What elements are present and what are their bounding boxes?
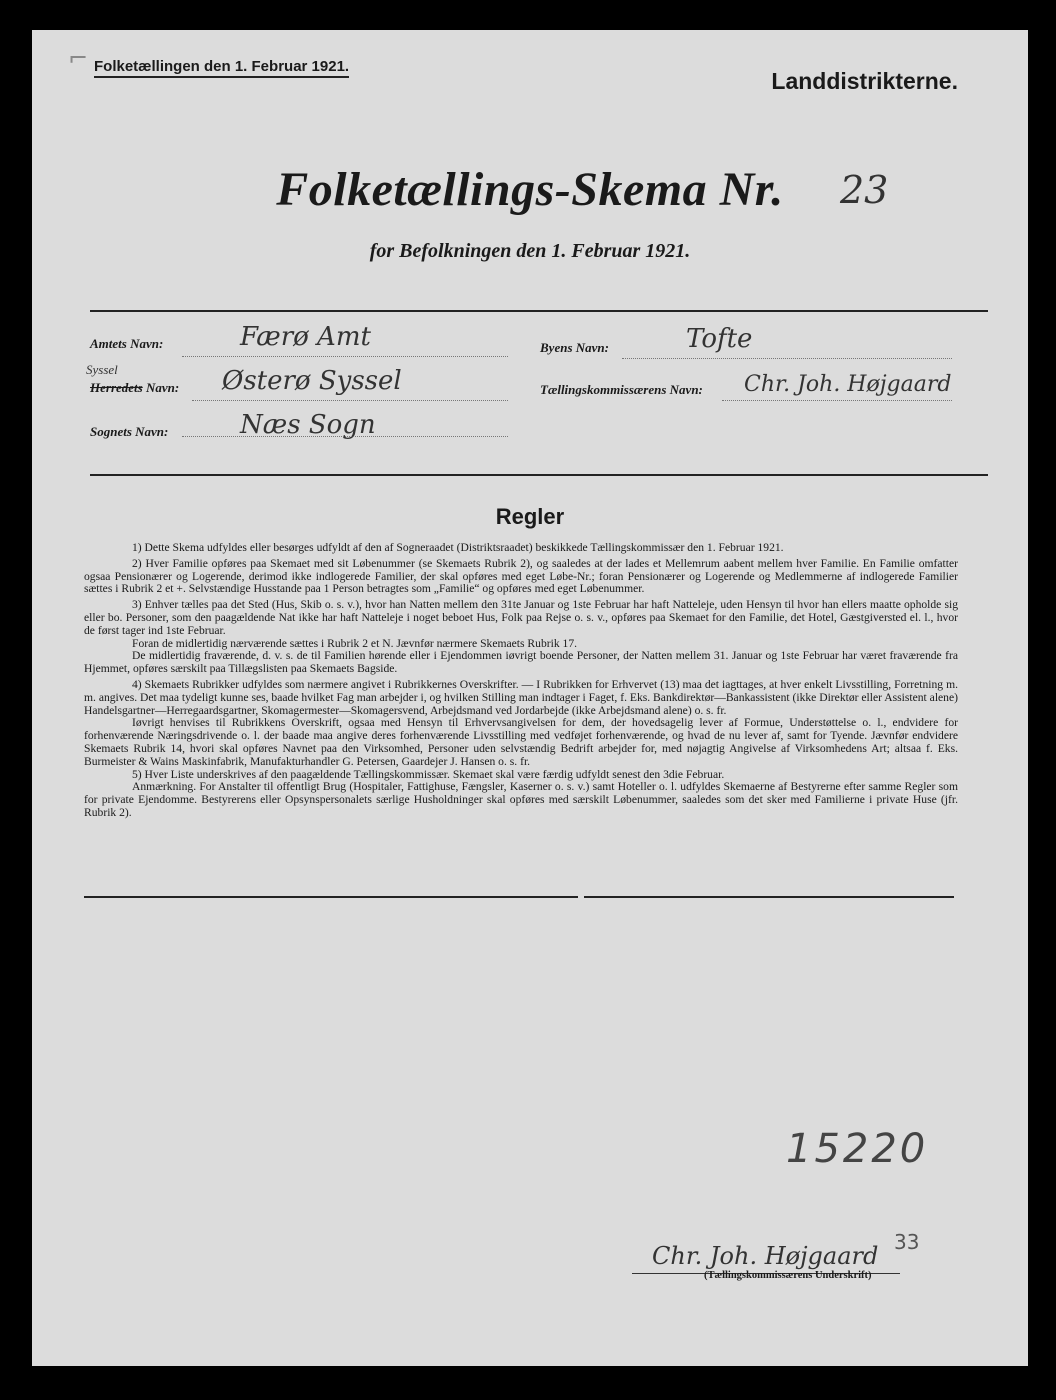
herred-value: Østerø Syssel	[222, 366, 402, 396]
rules-text	[84, 542, 958, 820]
herred-label	[90, 380, 179, 396]
by-label: Byens Navn:	[540, 340, 609, 355]
divider-middle	[90, 474, 988, 476]
divider-bottom-left	[84, 896, 578, 898]
rule-paragraph: De midlertidig fraværende, d. v. s. de til Familien hørende eller i Ejendommen iøvrigt boende Personer, der Natten mellem 31. Januar og 1ste Februar har været fraværende fra Hjemmet, opføres særskilt paa Tillægslisten paa Skemaets Bagside.	[84, 649, 958, 676]
kommissaer-line	[722, 400, 952, 401]
rule-paragraph: Iøvrigt henvises til Rubrikkens Overskrift, ogsaa med Hensyn til Erhvervsangivelsen for dem, der hovedsagelig lever af Formue, Understøttelse o. l., endvidere for forhenværende Næringsdrivende o. l. der baade maa angive deres forhenværende Livsstilling med vedføjet forhenværende, og hvad de nu lever af, samt for Tyende. Jævnfør endvidere Skemaets Rubrik 14, hvori skal opføres Navnet paa den Virksomhed, Personer uden selvstændig Bedrift arbejder for, med nøjagtig Angivelse af Virksomhedens Art; altsaa f. Eks. Burmeister & Wains Maskinfabrik, Manufakturhandler G. Petersen, Gaardejer J. Hansen o. s. fr.	[84, 716, 958, 768]
form-title: Folketællings-Skema Nr.	[276, 163, 784, 216]
form-number-handwritten: 23	[840, 168, 889, 212]
regler-heading: Regler	[495, 504, 565, 529]
rule-paragraph: Foran de midlertidig nærværende sættes i Rubrik 2 et N. Jævnfør nærmere Skemaets Rubrik 17.	[132, 636, 578, 650]
by-line	[622, 358, 952, 359]
sogn-line	[182, 436, 508, 437]
amt-line	[182, 356, 508, 357]
rule-paragraph: Anmærkning. For Anstalter til offentligt Brug (Hospitaler, Fattighuse, Fængsler, Kaserner o. s. v.) samt Hoteller o. l. udfyldes Skemaerne af Bestyrerne efter samme Regler som for private Ejendomme. Bestyrerens eller Opsynspersonalets særlige Husholdninger skal opføres med særskilt Løbenummer, saaledes som det sker med Familierne i private Huse (jfr. Rubrik 2).	[84, 780, 958, 819]
sogn-value: Næs Sogn	[240, 410, 376, 440]
herred-prefix-handwritten: Syssel	[86, 362, 118, 377]
rule-paragraph: 1) Dette Skema udfyldes eller besørges udfyldt af den af Sogneraadet (Distriktsraadet) beskikkede Tællingskommissær den 1. Februar 1921.	[132, 541, 784, 554]
herred-line	[192, 400, 508, 401]
sogn-label: Sognets Navn:	[90, 424, 169, 439]
amt-value: Færø Amt	[240, 322, 371, 352]
kommissaer-value: Chr. Joh. Højgaard	[744, 372, 952, 397]
archive-number-handwritten: 15220	[786, 1126, 929, 1172]
divider-top	[90, 310, 988, 312]
rule-paragraph: 3) Enhver tælles paa det Sted (Hus, Skib o. s. v.), hvor han Natten mellem den 31te Januar og 1ste Februar har haft Natteleje, uden Hensyn til hvor han ellers maatte opholde sig eller bo. Personer, som den paagældende Nat ikke har haft Natteleje i noget beboet Hus, Folk paa Rejse o. s. v., opføres paa Skemaet for den Familie, det Hotel, Gæstgiversted el. l., hvor de først tager ind 1ste Februar.	[84, 598, 958, 637]
rule-paragraph: 4) Skemaets Rubrikker udfyldes som nærmere angivet i Rubrikkernes Overskrifter. — I Rubrikken for Erhvervet (13) maa det iagttages, at hver enkelt Livsstilling, Forretning m. m. angives. Det maa tydeligt kunne ses, baade hvilket Fag man arbejder i, og hvilken Stilling man indtager i Faget, f. Eks. Bankdirektør—Bankassistent (ikke Direktør eller Assistent alene) Handelsgartner—Herregaardsgartner, Skomagermester—Skomagersvend, Arbejdsmand ved Jordarbejde (ikke Arbejdsmand alene) o. s. fr.	[84, 677, 958, 717]
by-value: Tofte	[686, 324, 753, 354]
signature-caption: (Tællingskommissærens Underskrift)	[704, 1270, 872, 1281]
pencil-mark: ⌐	[68, 44, 89, 72]
rule-paragraph: 5) Hver Liste underskrives af den paagældende Tællingskommissær. Skemaet skal være færdig udfyldt senest den 3die Februar.	[132, 767, 725, 781]
herred-label-rest: Navn:	[145, 380, 180, 395]
kommissaer-label: Tællingskommissærens Navn:	[540, 382, 703, 397]
district-type: Landdistrikterne.	[771, 68, 958, 94]
census-form-page	[32, 30, 1028, 1366]
rule-paragraph: 2) Hver Familie opføres paa Skemaet med sit Løbenummer (se Skemaets Rubrik 2), og saaledes at der lades et Mellemrum aabent mellem hver Familie. En Familie omfatter ogsaa Pensionærer og Logerende, derimod ikke indlogerede Familier, der skal opføres med eget Løbe-Nr.; foran Pensionærer og Logerende og Medlemmerne af indlogerede Familier sættes i Rubrik 2 et +. Selvstændige Husstande paa 1 Person betragtes som „Familie“ og opføres med eget Løbenummer.	[84, 556, 958, 596]
herred-label-struck: Herredets	[90, 380, 143, 395]
amt-label: Amtets Navn:	[90, 336, 164, 351]
census-date-label: Folketællingen den 1. Februar 1921.	[94, 58, 349, 78]
divider-bottom-right	[584, 896, 954, 898]
form-subtitle: for Befolkningen den 1. Februar 1921.	[369, 240, 691, 262]
commissioner-signature: Chr. Joh. Højgaard	[652, 1242, 879, 1270]
corner-number-pencil: 33	[894, 1230, 920, 1254]
